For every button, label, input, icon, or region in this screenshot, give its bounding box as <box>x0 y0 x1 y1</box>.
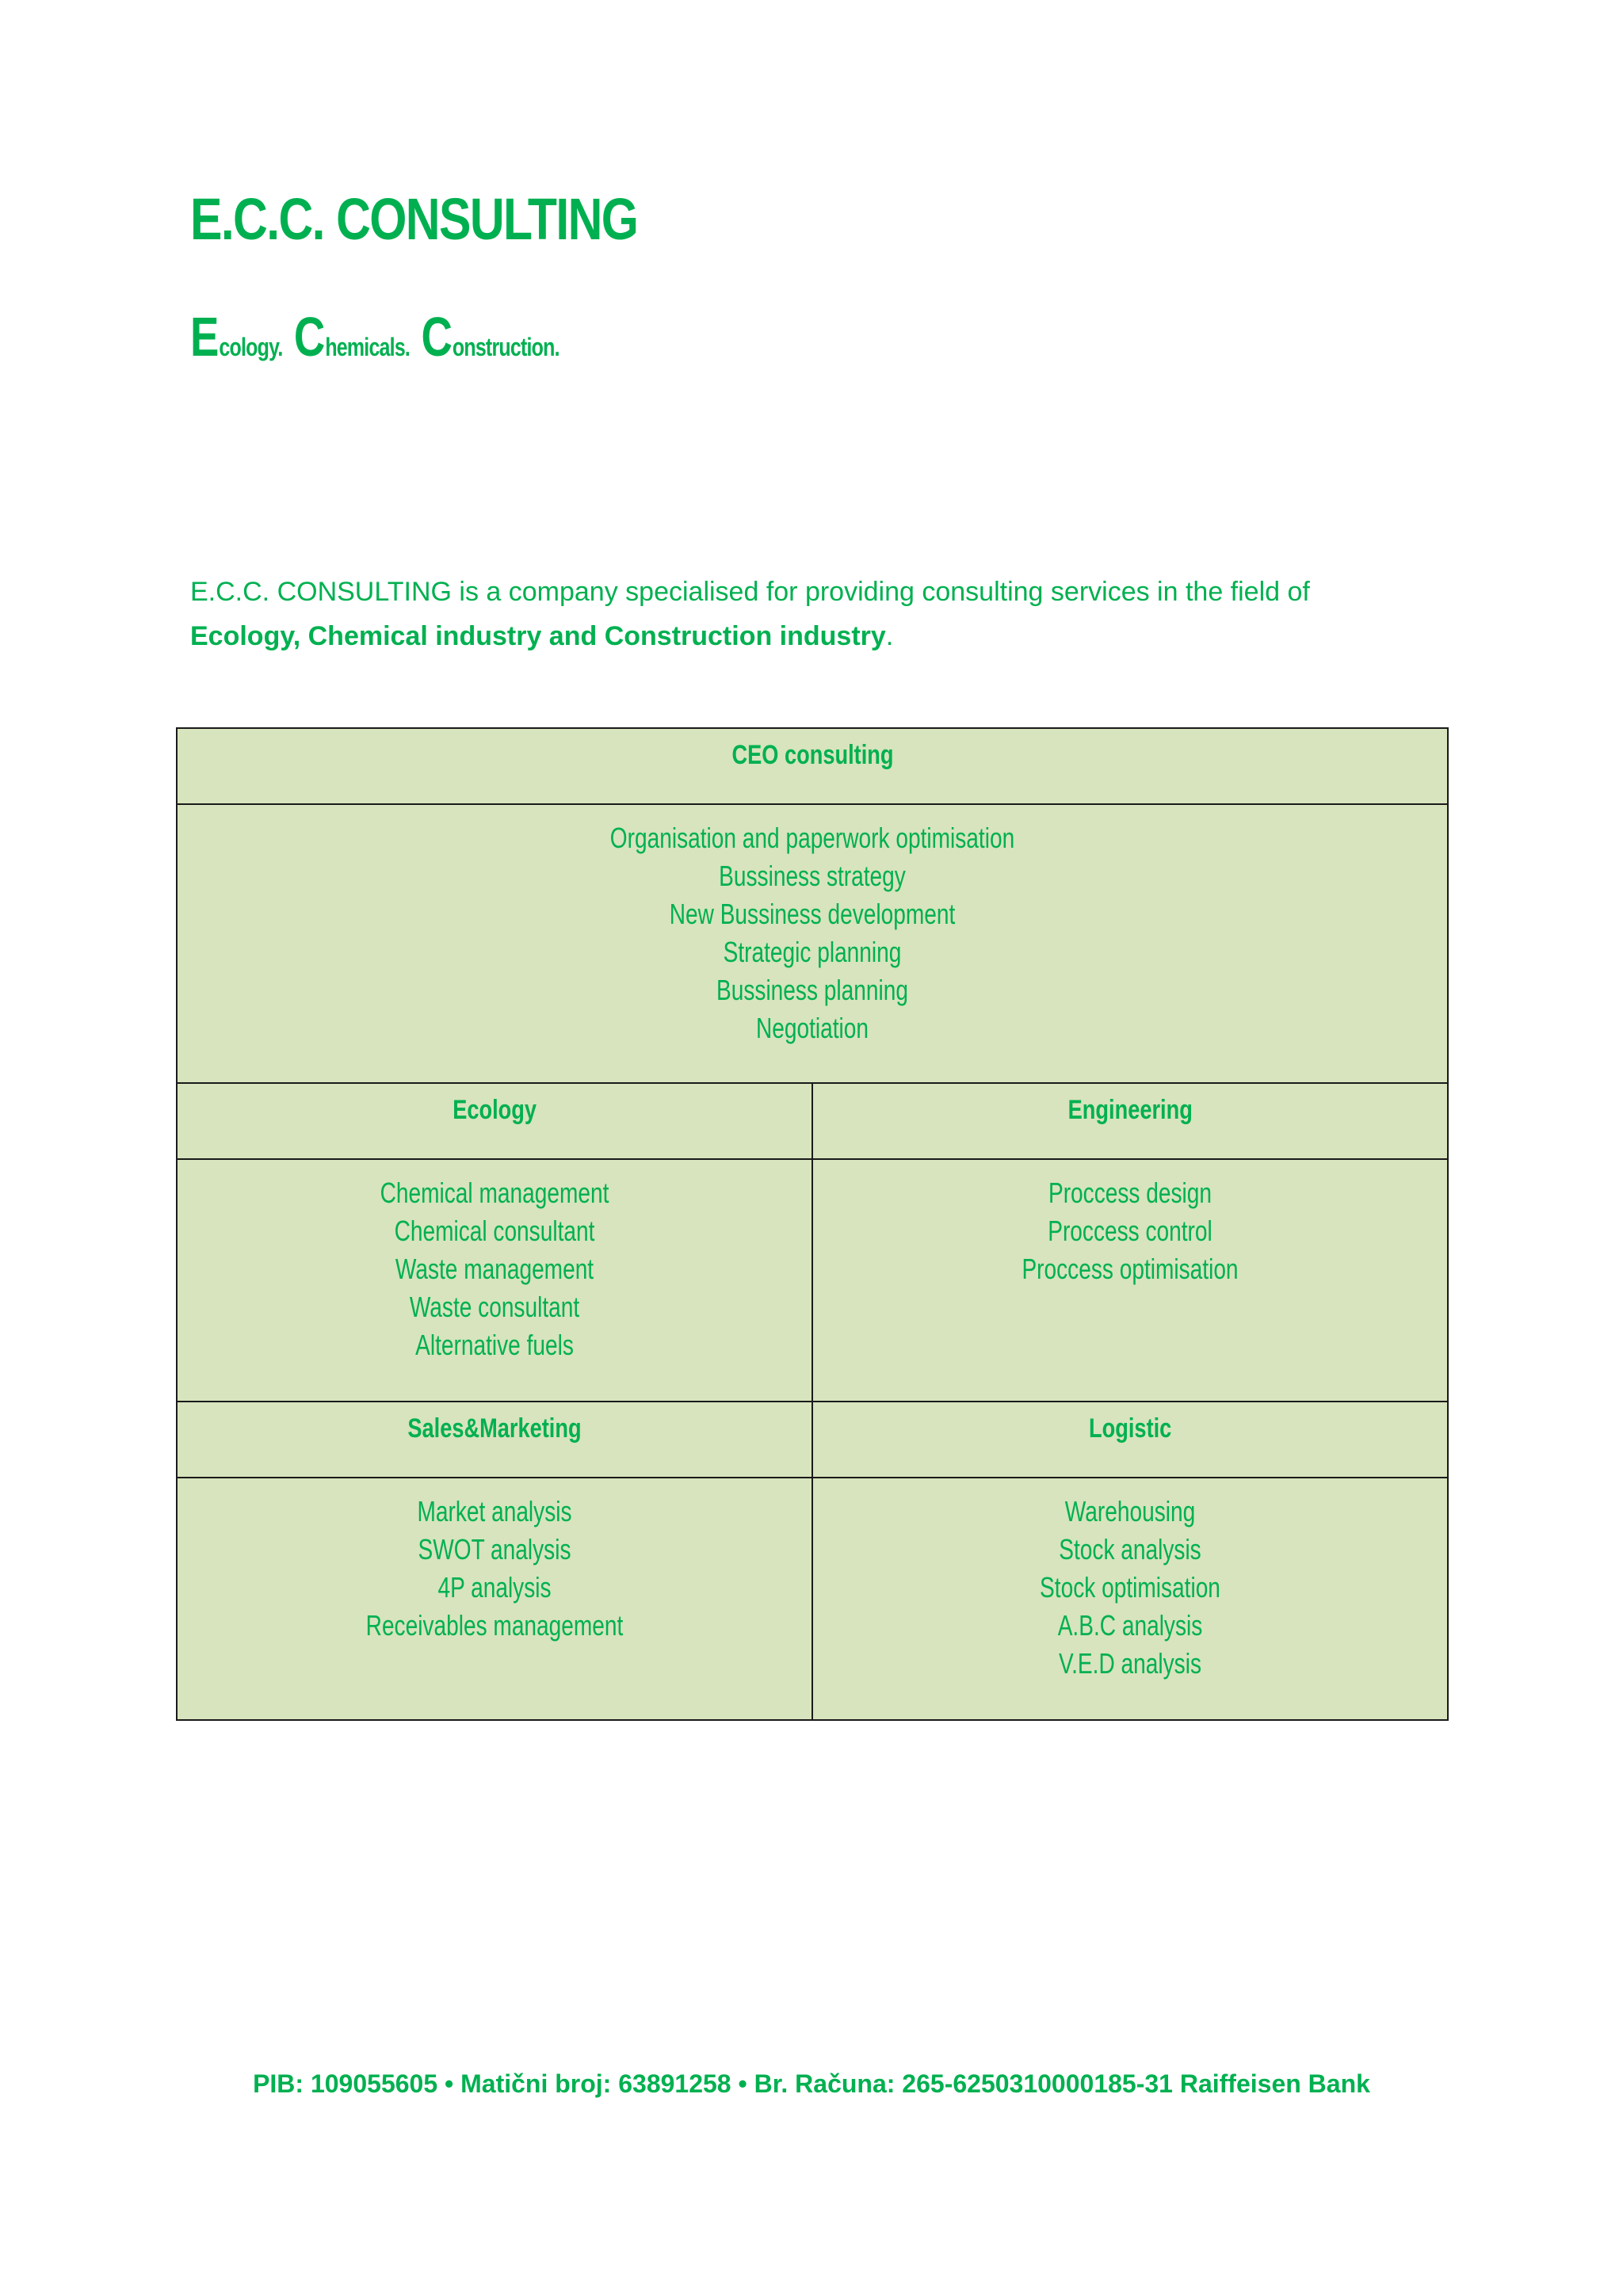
sales-heading: Sales&Marketing <box>407 1413 582 1444</box>
sales-list <box>177 1478 812 1720</box>
intro-highlight: Ecology, Chemical industry and Construction industry <box>190 621 886 651</box>
service-item: Proccess design <box>1048 1177 1212 1209</box>
ceo-list <box>177 804 1448 1083</box>
tagline-cap-2: C <box>293 306 326 368</box>
services-table <box>176 727 1449 1721</box>
intro-text: E.C.C. CONSULTING is a company specialised for providing consulting services in the field of <box>190 577 1310 607</box>
service-item: Warehousing <box>1064 1495 1196 1527</box>
service-item: Stock optimisation <box>1040 1571 1220 1604</box>
tagline-cap-1: E <box>190 306 220 368</box>
tagline <box>190 306 568 368</box>
intro-end: . <box>885 621 894 651</box>
service-item: 4P analysis <box>437 1571 552 1604</box>
service-item: Proccess control <box>1048 1215 1212 1247</box>
service-item: Receivables management <box>365 1609 624 1642</box>
sales-heading-cell <box>177 1402 812 1478</box>
ceo-heading-cell <box>177 728 1448 804</box>
tagline-rest-3: onstruction. <box>452 333 559 361</box>
intro-paragraph <box>190 570 1426 658</box>
service-item: A.B.C analysis <box>1057 1609 1203 1642</box>
service-item: New Bussiness development <box>669 898 956 930</box>
tagline-cap-3: C <box>421 306 453 368</box>
service-item: Chemical consultant <box>394 1215 595 1247</box>
service-item: Strategic planning <box>723 936 902 968</box>
service-item: Chemical management <box>380 1177 609 1209</box>
engineering-heading: Engineering <box>1067 1095 1193 1125</box>
logistic-heading: Logistic <box>1088 1413 1172 1444</box>
service-item: Organisation and paperwork optimisation <box>609 822 1015 854</box>
footer-company-info: PIB: 109055605 • Matični broj: 63891258 • Br. Računa: 265-6250310000185-31 Raiffeisen Bank <box>253 2069 1370 2098</box>
ecology-heading-cell <box>177 1083 812 1159</box>
logistic-list <box>812 1478 1448 1720</box>
engineering-heading-cell <box>812 1083 1448 1159</box>
engineering-list <box>812 1159 1448 1402</box>
service-item: Proccess optimisation <box>1022 1253 1239 1285</box>
tagline-rest-2: hemicals. <box>325 333 411 361</box>
service-item: Bussiness planning <box>716 974 908 1006</box>
logistic-heading-cell <box>812 1402 1448 1478</box>
service-item: Negotiation <box>755 1012 869 1044</box>
ceo-heading: CEO consulting <box>731 740 893 770</box>
service-item: Waste consultant <box>409 1291 580 1323</box>
service-item: Waste management <box>395 1253 594 1285</box>
service-item: SWOT analysis <box>418 1533 571 1566</box>
service-item: V.E.D analysis <box>1058 1647 1202 1680</box>
service-item: Stock analysis <box>1059 1533 1201 1566</box>
service-item: Market analysis <box>417 1495 572 1527</box>
service-item: Bussiness strategy <box>719 860 906 892</box>
ecology-list <box>177 1159 812 1402</box>
company-title: E.C.C. CONSULTING <box>190 186 638 252</box>
service-item: Alternative fuels <box>415 1329 574 1361</box>
ecology-heading: Ecology <box>453 1095 537 1125</box>
tagline-rest-1: cology. <box>219 333 283 361</box>
